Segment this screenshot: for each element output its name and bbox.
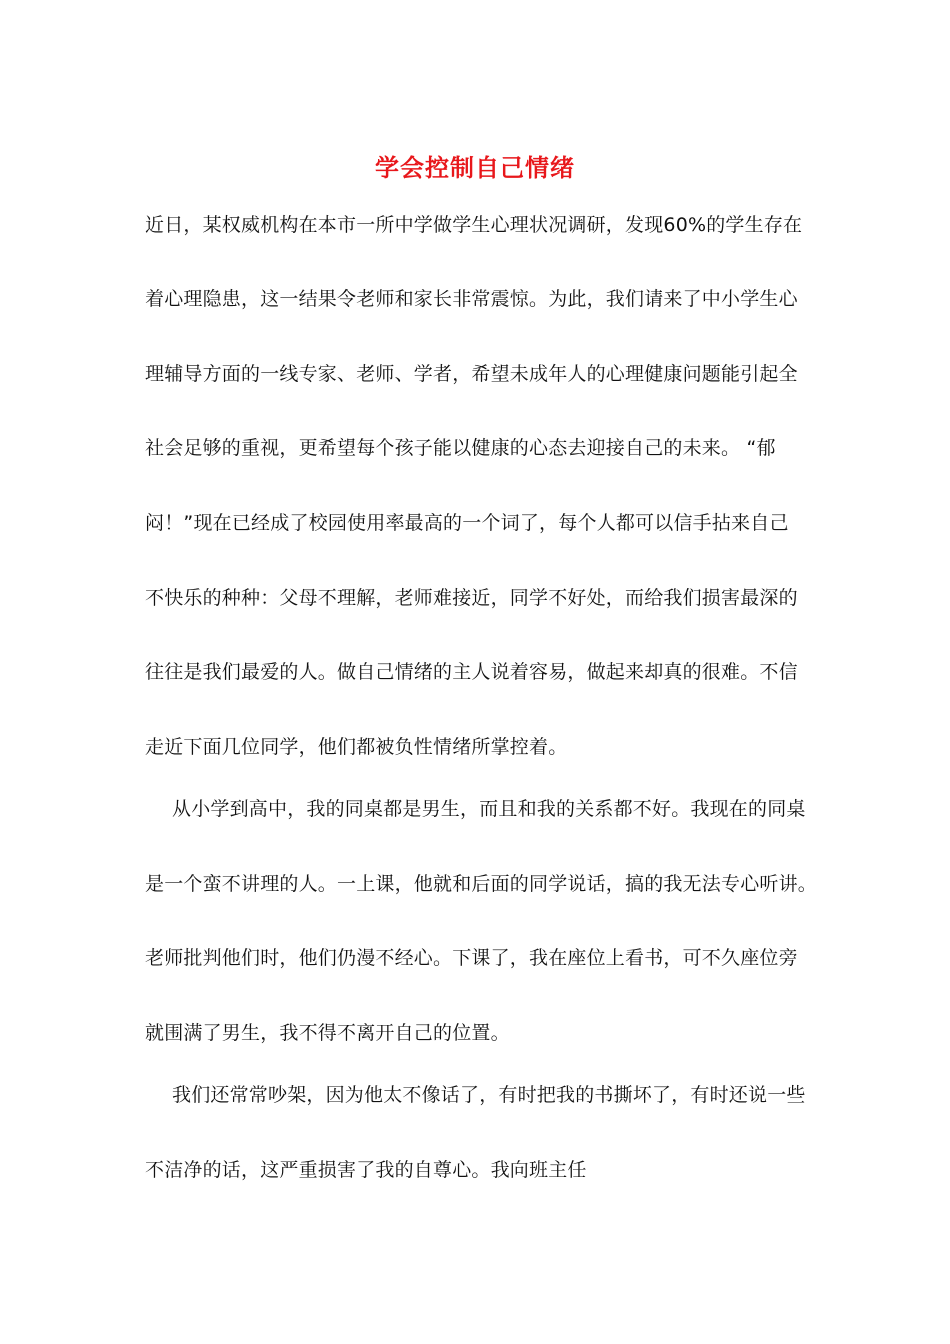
paragraph-line: 我们还常常吵架，因为他太不像话了，有时把我的书撕坏了，有时还说一些 [172, 1084, 806, 1106]
paragraph-line: 社会足够的重视，更希望每个孩子能以健康的心态去迎接自己的未来。 “郁 [145, 437, 776, 459]
paragraph-line: 着心理隐患，这一结果令老师和家长非常震惊。为此，我们请来了中小学生心 [145, 288, 798, 310]
paragraph-line: 理辅导方面的一线专家、老师、学者，希望未成年人的心理健康问题能引起全 [145, 363, 798, 385]
paragraph-line: 是一个蛮不讲理的人。一上课，他就和后面的同学说话，搞的我无法专心听讲。 [145, 873, 818, 895]
paragraph-line: 就围满了男生，我不得不离开自己的位置。 [145, 1022, 510, 1044]
paragraph-line: 闷！”现在已经成了校园使用率最高的一个词了，每个人都可以信手拈来自己 [145, 512, 789, 534]
document-title: 学会控制自己情绪 [375, 154, 575, 182]
paragraph-line: 近日，某权威机构在本市一所中学做学生心理状况调研，发现60%的学生存在 [145, 214, 803, 236]
paragraph-line: 从小学到高中，我的同桌都是男生，而且和我的关系都不好。我现在的同桌 [172, 798, 806, 820]
paragraph-line: 老师批判他们时，他们仍漫不经心。下课了，我在座位上看书，可不久座位旁 [145, 947, 798, 969]
paragraph-line: 走近下面几位同学，他们都被负性情绪所掌控着。 [145, 736, 568, 758]
paragraph-line: 不快乐的种种：父母不理解，老师难接近，同学不好处，而给我们损害最深的 [145, 587, 798, 609]
paragraph-line: 往往是我们最爱的人。做自己情绪的主人说着容易，做起来却真的很难。不信 [145, 661, 798, 683]
paragraph-line: 不洁净的话，这严重损害了我的自尊心。我向班主任 [145, 1159, 587, 1181]
